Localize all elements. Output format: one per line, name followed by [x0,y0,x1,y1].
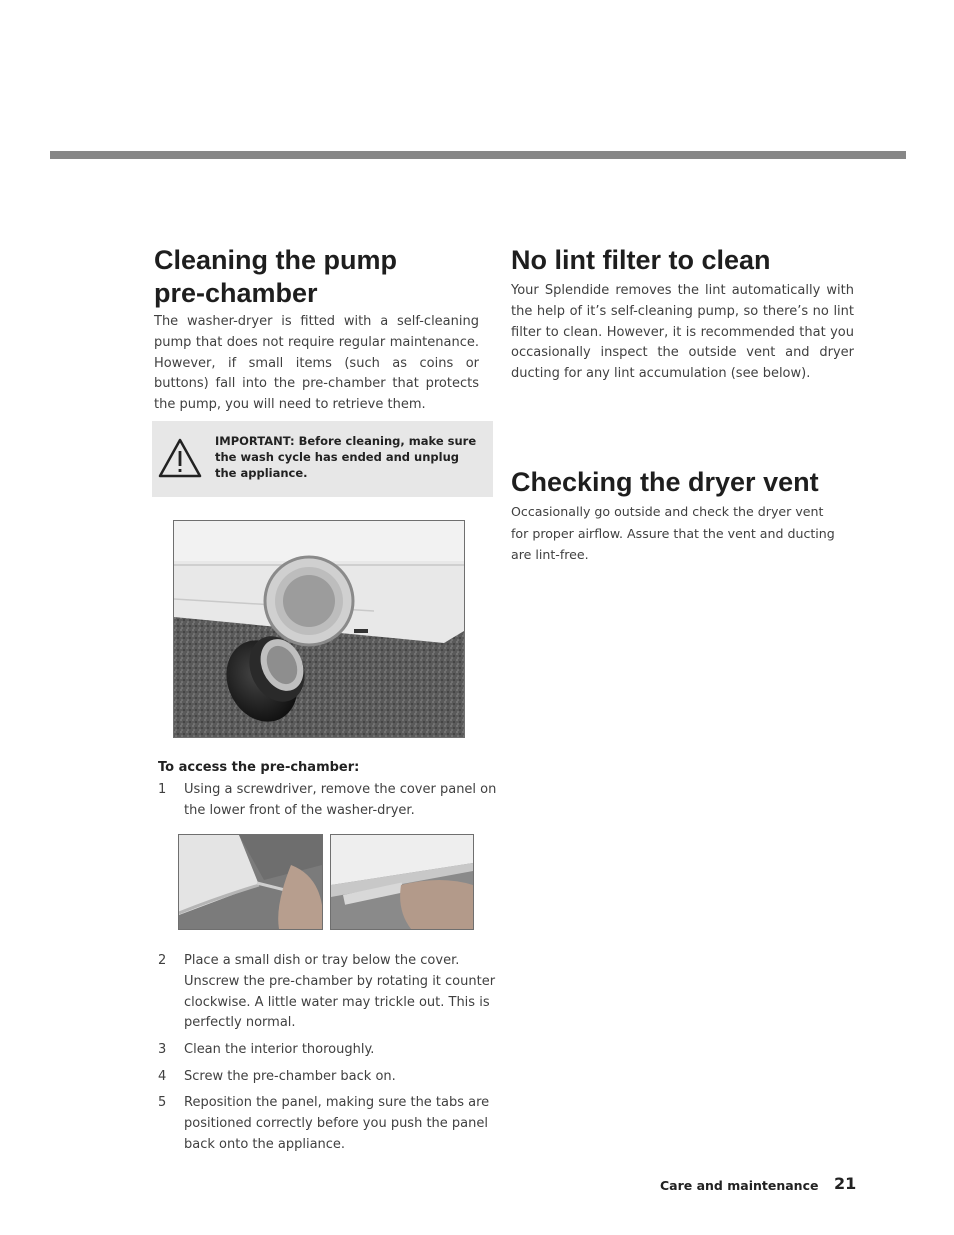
step-text: Clean the interior thoroughly. [184,1042,375,1057]
step-text: Screw the pre-chamber back on. [184,1069,396,1084]
title-line-2: pre-chamber [154,278,318,308]
title-line-1: Cleaning the pump [154,245,397,275]
step-number: 3 [158,1042,167,1057]
step-number: 5 [158,1095,167,1110]
lint-section-title: No lint filter to clean [511,245,771,275]
screwdriver-photo [178,834,323,930]
panel-removal-photo [330,834,474,930]
step-text: Using a screwdriver, remove the cover panel on the lower front of the washer-dryer. [184,782,497,818]
header-rule [50,151,906,159]
step-1 [158,780,498,822]
important-label: IMPORTANT: [215,434,295,448]
page-number: 21 [834,1174,857,1193]
step-5 [158,1093,498,1155]
steps-heading: To access the pre-chamber: [158,760,360,775]
vent-section-text: Occasionally go outside and check the dryer vent for proper airflow. Assure that the vent and ducting are lint-free. [511,504,835,563]
step-4 [158,1067,498,1088]
step-text: Place a small dish or tray below the cover. Unscrew the pre-chamber by rotating it counter clockwise. A little water may trickle out. This is perfectly normal. [184,953,496,1031]
warning-triangle-icon [158,437,202,479]
step-number: 1 [158,782,167,797]
footer-section-name: Care and maintenance [660,1178,819,1193]
step-2 [158,951,498,1034]
lint-section-text: Your Splendide removes the lint automatically with the help of it’s self-cleaning pump, so there’s no lint filter to clean. However, it is recommended that you occasionally inspect the outside vent and dryer ducting for any lint accumulation (see below). [511,283,854,382]
pump-intro-text: The washer-dryer is fitted with a self-cleaning pump that does not require regular maintenance. However, if small items (such as coins or buttons) fall into the pre-chamber that protects the pump, you will need to retrieve them. [154,314,479,413]
step-number: 4 [158,1069,167,1084]
step-3 [158,1040,498,1061]
step-number: 2 [158,953,167,968]
vent-section-title: Checking the dryer vent [511,467,819,497]
step-text: Reposition the panel, making sure the tabs are positioned correctly before you push the panel back onto the appliance. [184,1095,490,1152]
important-note [152,421,493,497]
important-body: Before cleaning, make sure the wash cycle has ended and unplug the appliance. [215,434,477,480]
pump-section-title [154,244,494,310]
important-note-text [215,433,477,481]
pump-prechamber-photo [173,520,465,738]
